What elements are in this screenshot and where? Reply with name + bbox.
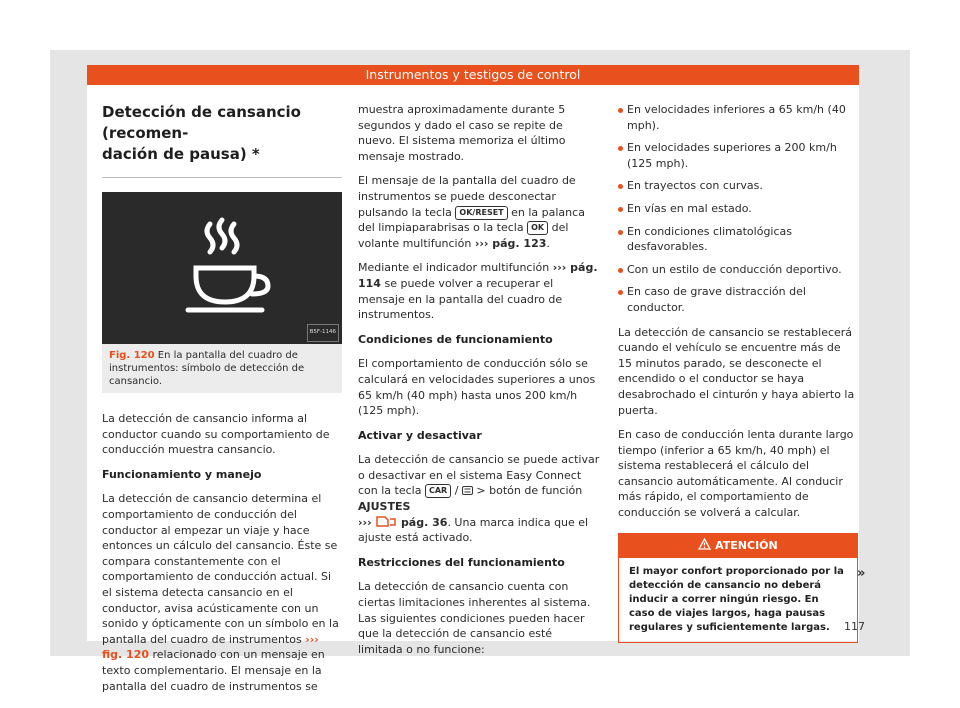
subheading-funcionamiento: Funcionamiento y manejo [102, 467, 262, 481]
list-item: En caso de grave distracción del conductor. [618, 284, 858, 315]
figure-image [102, 192, 342, 344]
figure-code: B5F-1146 [307, 324, 339, 342]
page-link-123[interactable]: ››› pág. 123 [474, 236, 547, 250]
list-item: Con un estilo de conducción deportivo. [618, 262, 858, 278]
intro-paragraph: La detección de cansancio informa al conductor cuando su comportamiento de conducción muestra cansancio. [102, 412, 330, 457]
warning-box [618, 533, 858, 643]
paragraph-disconnect: El mensaje de la pantalla del cuadro de instrumentos se puede desconectar pulsando la tecla OK/RESET en la palanca del limpiaparabrisas o la tecla OK del volante multifunción ››› pág. 123. [358, 174, 585, 250]
figure-caption [102, 344, 342, 393]
figure-link[interactable]: ››› fig. 120 [102, 632, 319, 662]
column-3 [618, 102, 858, 643]
title-divider [102, 177, 342, 178]
paragraph-recover: Mediante el indicador multifunción ››› pág. 114 se puede volver a recuperar el mensaje en la pantalla del cuadro de instrumentos. [358, 261, 598, 322]
warning-text: El mayor confort proporcionado por la detección de cansancio no deberá inducir a correr ningún riesgo. En caso de viajes largos, haga pausas regulares y suficientemente largas. [629, 565, 844, 633]
paragraph-restricciones: La detección de cansancio cuenta con ciertas limitaciones inherentes al sistema. Las siguientes condiciones pueden hacer que la detección de cansancio esté limitada o no funcione: [358, 580, 591, 656]
page-link-36[interactable]: pág. 36 [400, 515, 448, 529]
warning-header [619, 534, 857, 558]
page-title: Detección de cansancio (recomen- dación de pausa) * [102, 103, 301, 163]
paragraph-message-duration: muestra aproximadamente durante 5 segundos y dado el caso se repite de nuevo. El sistema memoriza el último mensaje mostrado. [358, 103, 566, 163]
list-item: En vías en mal estado. [618, 201, 858, 217]
page-number: 117 [844, 620, 865, 633]
okreset-key: OK/RESET [455, 206, 507, 220]
list-item: En condiciones climatológicas desfavorables. [618, 224, 858, 255]
function-button-label: AJUSTES [358, 500, 411, 514]
paragraph-condiciones: El comportamiento de conducción sólo se calculará en velocidades superiores a unos 65 km/h (40 mph) hasta unos 200 km/h (125 mph). [358, 357, 596, 418]
subheading-condiciones: Condiciones de funcionamiento [358, 332, 553, 346]
figure-caption-text: En la pantalla del cuadro de instrumentos: símbolo de detección de cansancio. [109, 350, 305, 387]
car-key: CAR [425, 484, 451, 498]
warning-icon [698, 538, 711, 550]
warning-title: ATENCIÓN [715, 538, 778, 552]
list-item: En velocidades superiores a 200 km/h (125 mph). [618, 140, 858, 171]
subheading-restricciones: Restricciones del funcionamiento [358, 555, 565, 569]
list-item: En trayectos con curvas. [618, 178, 858, 194]
subheading-activar: Activar y desactivar [358, 428, 482, 442]
restrictions-list [618, 102, 858, 316]
section-header [87, 65, 859, 85]
continue-marker: » [857, 566, 866, 581]
section-title: Instrumentos y testigos de control [365, 67, 581, 82]
paragraph-slow-driving: En caso de conducción lenta durante largo tiempo (inferior a 65 km/h, 40 mph) el sistema restablecerá el cálculo del cansancio automáticamente. Al conducir más rápido, el comportamiento de conducción se volverá a calcular. [618, 428, 854, 520]
list-item: En velocidades inferiores a 65 km/h (40 mph). [618, 102, 858, 133]
column-2 [358, 102, 600, 666]
coffee-cup-icon [102, 192, 342, 344]
paragraph-reset: La detección de cansancio se restablecerá cuando el vehículo se encuentre más de 15 minutos parado, se desconecte el encendido o el conductor se haya desabrochado el cinturón y haya abierto la puerta. [618, 325, 855, 417]
paragraph-activar: La detección de cansancio se puede activar o desactivar en el sistema Easy Connect con la tecla CAR / > botón de función AJUSTES ››› pág. 36. Una marca indica que el ajuste está activado. [358, 453, 600, 545]
ok-key: OK [527, 221, 548, 235]
paragraph-funcionamiento: La detección de cansancio determina el comportamiento de conducción del conductor al empezar un viaje y hace entonces un cálculo del cansancio. Éste se compara constantemente con el comportamiento de conducción actual. Si el sistema detecta cansancio en el conductor, avisa acústicamente con un sonido y ópticamente con un símbolo en la pantalla del cuadro de instrumentos ››› fig. 120 relacionado con un mensaje en texto complementario. El mensaje en la pantalla del cuadro de instrumentos se [102, 492, 339, 693]
page-link-114[interactable]: ››› pág. 114 [358, 261, 598, 290]
pdf-book-icon [375, 515, 397, 527]
figure-label: Fig. 120 [109, 350, 155, 361]
menu-icon [462, 486, 473, 495]
column-1 [102, 102, 342, 703]
